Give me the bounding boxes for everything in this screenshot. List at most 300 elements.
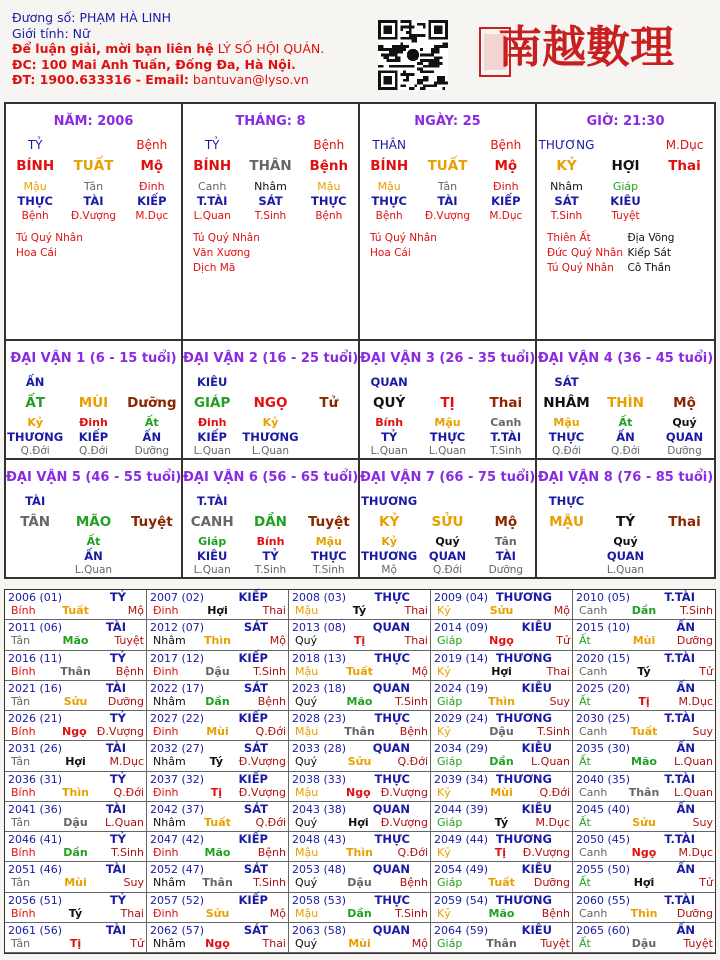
year-cell[interactable] (573, 832, 715, 862)
year-cell[interactable] (5, 651, 147, 681)
year-star: KIẾP (238, 650, 268, 665)
year-stem: Mậu (295, 664, 319, 678)
year-cell[interactable] (431, 741, 573, 771)
dai-van-value (655, 535, 714, 548)
dai-van-value: THỰC (548, 430, 585, 444)
year-cell[interactable] (573, 651, 715, 681)
year-pillar (291, 604, 428, 617)
pillar-stars (193, 231, 352, 276)
year-cell[interactable] (573, 923, 715, 953)
year-star: SÁT (243, 922, 268, 937)
year-cell[interactable] (5, 620, 147, 650)
year-pillar (433, 816, 570, 829)
dai-van-value: THỰC (548, 494, 585, 508)
header-info (12, 10, 372, 88)
year-cell[interactable] (573, 893, 715, 923)
year-label: 2045 (40) (576, 802, 631, 816)
year-cell[interactable] (431, 651, 573, 681)
pillar-line (537, 180, 714, 193)
year-cell[interactable] (431, 620, 573, 650)
year-label: 2017 (12) (150, 651, 205, 665)
pillar-value (655, 210, 714, 222)
qr-code[interactable] (378, 20, 448, 90)
year-cell[interactable] (573, 802, 715, 832)
year-cell[interactable] (147, 893, 289, 923)
dai-van-title: ĐẠI VẬN 8 (76 - 85 tuổi) (537, 470, 714, 485)
pillar-line (6, 180, 181, 193)
year-cell[interactable] (573, 741, 715, 771)
year-cell[interactable] (289, 681, 431, 711)
pillar-value: M.Dục (135, 210, 169, 222)
logo-graphic (478, 10, 710, 80)
year-label: 2049 (44) (434, 833, 489, 846)
dai-van-value: Q.Đới (610, 445, 641, 457)
year-phase: Bệnh (399, 725, 428, 738)
year-cell[interactable] (289, 802, 431, 832)
year-cell[interactable] (289, 923, 431, 953)
year-cell[interactable] (573, 620, 715, 650)
year-cell[interactable] (289, 711, 431, 741)
star-name: Cô Thần (627, 262, 671, 274)
year-star: THỰC (374, 711, 410, 725)
year-branch: Ngọ (205, 936, 230, 950)
header-label: Để luận giải, mời bạn liên hệ (12, 41, 214, 56)
year-cell[interactable] (5, 832, 147, 862)
year-star: SÁT (243, 862, 268, 877)
dai-van-value: Dưỡng (127, 395, 177, 411)
dai-van-value: TÝ (616, 514, 635, 530)
dai-van-row-1 (4, 341, 716, 460)
year-star: SÁT (243, 620, 268, 635)
year-cell[interactable] (573, 681, 715, 711)
year-pillar (433, 786, 570, 799)
pillar-value: Tân (437, 180, 458, 193)
year-cell[interactable] (289, 590, 431, 620)
dai-van-cell[interactable] (537, 341, 714, 458)
dai-van-title: ĐẠI VẬN 2 (16 - 25 tuổi) (183, 351, 359, 366)
dai-van-line (360, 549, 535, 563)
dai-van-title: ĐẠI VẬN 3 (26 - 35 tuổi) (360, 351, 536, 366)
year-star: QUAN (372, 741, 410, 756)
pillar-cell (183, 104, 360, 339)
year-pillar (7, 665, 144, 678)
year-label: 2044 (39) (434, 802, 489, 816)
year-cell[interactable] (289, 893, 431, 923)
year-label: 2024 (19) (434, 681, 489, 695)
year-label: 2042 (37) (150, 802, 205, 816)
year-pillar (433, 695, 570, 708)
dai-van-value: QUAN (428, 549, 467, 563)
dai-van-cell[interactable] (183, 341, 360, 458)
year-star: THƯƠNG (495, 590, 552, 604)
year-stem: Bính (11, 846, 36, 859)
star-name (96, 246, 176, 261)
year-label: 2008 (03) (292, 591, 347, 604)
pillar-value: Bệnh (490, 138, 522, 152)
dai-van-line (6, 494, 181, 508)
year-cell[interactable] (147, 651, 289, 681)
pillar-value: Bệnh (313, 138, 345, 152)
dai-van-value: ẤN (25, 375, 45, 389)
year-phase: Bệnh (541, 906, 570, 920)
year-phase: Bệnh (257, 694, 286, 708)
pillar-value: HỢI (611, 158, 640, 174)
year-cell[interactable] (147, 711, 289, 741)
year-label: 2036 (31) (8, 772, 63, 786)
year-branch: Dậu (205, 664, 230, 678)
dai-van-value: KIẾP (78, 430, 109, 444)
year-stem: Kỷ (437, 906, 451, 920)
year-star: KIÊU (521, 680, 552, 695)
year-star: TÀI (105, 922, 126, 937)
year-phase: Thai (120, 906, 144, 920)
pillar-value: THÂN (249, 158, 292, 174)
year-phase: Q.Đới (255, 725, 286, 738)
year-cell[interactable] (5, 923, 147, 953)
dai-van-value: Kỷ (262, 416, 279, 429)
dai-van-value (477, 375, 535, 389)
year-stem: Ất (579, 694, 591, 708)
pillar-value: BÍNH (193, 158, 232, 174)
year-branch: Hợi (491, 664, 512, 678)
pillar-cell (537, 104, 714, 339)
pillar-value: Mậu (317, 180, 341, 193)
year-cell[interactable] (147, 802, 289, 832)
year-stem: Kỷ (437, 785, 451, 799)
year-pillar (575, 846, 713, 859)
year-stem: Mậu (295, 604, 319, 617)
year-phase: Tuyệt (114, 634, 144, 648)
pillar-value: Bệnh (309, 158, 349, 174)
year-star: ẤN (676, 680, 695, 695)
year-phase: Đ.Vượng (96, 725, 144, 738)
year-branch: Tuất (204, 815, 231, 829)
year-branch: Ngọ (631, 846, 657, 859)
dai-van-value (537, 564, 596, 576)
year-branch: Ngọ (62, 725, 87, 738)
year-cell[interactable] (5, 802, 147, 832)
year-stem: Ất (579, 876, 591, 890)
year-label: 2056 (51) (8, 893, 63, 907)
logo (478, 10, 710, 80)
dai-van-cell[interactable] (360, 460, 537, 577)
pillar-value: THÂN (372, 138, 406, 152)
year-star: QUAN (372, 620, 410, 635)
year-phase: Tuyệt (540, 936, 570, 950)
dai-van-line (360, 430, 535, 444)
dai-van-line (183, 416, 358, 429)
pillar-line (360, 138, 535, 152)
dai-van-line (537, 445, 714, 457)
dai-van-line (6, 549, 181, 563)
year-label: 2015 (10) (576, 621, 631, 635)
pillar-line (183, 210, 358, 222)
dai-van-line (6, 514, 181, 530)
year-label: 2007 (02) (150, 591, 205, 604)
year-pillar (149, 907, 286, 920)
year-label: 2059 (54) (434, 893, 489, 907)
dai-van-value: Mộ (381, 564, 397, 576)
year-cell[interactable] (573, 862, 715, 892)
star-name: Địa Võng (627, 232, 675, 244)
pillar-value: THƯƠNG (538, 138, 595, 152)
pillar-line (6, 194, 181, 208)
year-cell[interactable] (431, 772, 573, 802)
year-cell[interactable] (573, 711, 715, 741)
year-pillar (575, 665, 713, 678)
year-stem: Bính (11, 725, 36, 738)
dai-van-value: ẤN (142, 430, 162, 444)
dai-van-value: QUAN (665, 430, 704, 444)
pillar-stars (370, 231, 529, 261)
star-name: Tú Quý Nhân (547, 262, 614, 274)
year-label: 2023 (18) (292, 681, 347, 695)
year-pillar (575, 725, 713, 738)
star-name: Tú Quý Nhân (370, 232, 437, 244)
year-star: KIÊU (521, 620, 552, 635)
year-cell[interactable] (289, 832, 431, 862)
year-star: ẤN (676, 620, 695, 635)
year-pillar (575, 876, 713, 889)
pillar-value: Canh (197, 180, 227, 193)
year-phase: Q.Đới (397, 846, 428, 859)
year-cell[interactable] (431, 681, 573, 711)
dai-van-line (360, 514, 535, 530)
year-cell[interactable] (431, 711, 573, 741)
year-label: 2065 (60) (576, 923, 631, 937)
year-star: THỰC (374, 892, 410, 907)
dai-van-cell[interactable] (537, 460, 714, 577)
year-stem: Mậu (295, 785, 319, 799)
dai-van-value: KIÊU (196, 375, 228, 389)
year-star: TỶ (109, 832, 126, 846)
dai-van-value: NHÂM (543, 395, 590, 411)
year-star: QUAN (372, 862, 410, 877)
pillar-title: NGÀY: 25 (414, 114, 481, 129)
year-pillar (433, 907, 570, 920)
year-cell[interactable] (289, 772, 431, 802)
year-cell[interactable] (573, 772, 715, 802)
year-branch: Thân (60, 664, 91, 678)
dai-van-line (183, 445, 358, 457)
year-stem: Canh (579, 846, 608, 859)
year-label: 2035 (30) (576, 742, 631, 756)
pillar-value: Bệnh (21, 210, 49, 222)
year-pillar (291, 846, 428, 859)
year-branch: Dần (347, 906, 372, 920)
dai-van-value (655, 375, 714, 389)
pillar-value: BÍNH (370, 158, 409, 174)
year-phase: Suy (123, 876, 144, 890)
dai-van-value: KIẾP (197, 430, 227, 444)
year-star: KIÊU (521, 741, 552, 756)
dai-van-value: Mộ (494, 514, 518, 530)
year-branch: Dậu (489, 725, 514, 738)
year-label: 2046 (41) (8, 833, 63, 846)
year-star: KIÊU (521, 922, 552, 937)
header-line (12, 41, 372, 57)
year-cell[interactable] (147, 772, 289, 802)
dai-van-value (418, 375, 476, 389)
dai-van-value (418, 494, 476, 508)
year-stem: Bính (11, 604, 36, 617)
year-star: SÁT (243, 801, 268, 816)
year-cell[interactable] (431, 893, 573, 923)
year-stem: Nhâm (153, 876, 186, 890)
year-cell[interactable] (573, 590, 715, 620)
year-pillar (149, 786, 286, 799)
header-label: Đương số: (12, 10, 76, 25)
pillar-value: T.TÀI (196, 194, 228, 208)
year-cell[interactable] (147, 741, 289, 771)
year-branch: Ngọ (489, 634, 514, 648)
year-cell[interactable] (5, 772, 147, 802)
year-label: 2025 (20) (576, 681, 631, 695)
year-phase: L.Quan (674, 755, 713, 769)
year-cell[interactable] (289, 741, 431, 771)
pillar-line (6, 210, 181, 222)
year-label: 2029 (24) (434, 712, 489, 725)
dai-van-value: ẤN (84, 549, 103, 563)
year-cell[interactable] (431, 802, 573, 832)
year-star: KIẾP (238, 590, 268, 604)
year-branch: Thân (202, 876, 233, 890)
year-cell[interactable] (147, 681, 289, 711)
year-cell[interactable] (431, 590, 573, 620)
dai-van-value (300, 445, 358, 457)
year-branch: Thìn (346, 846, 373, 859)
year-pillar (7, 695, 144, 708)
dai-van-line (360, 494, 535, 508)
year-star: TÀI (105, 741, 126, 756)
year-branch: Mùi (490, 785, 513, 799)
year-star: THƯƠNG (495, 711, 552, 725)
year-stem: Tân (11, 634, 31, 648)
year-stem: Quý (295, 936, 318, 950)
dai-van-line (6, 535, 181, 548)
star-name (450, 246, 530, 261)
year-cell[interactable] (5, 590, 147, 620)
year-phase: M.Dục (535, 815, 570, 829)
year-phase: Tuyệt (683, 936, 713, 950)
year-cell[interactable] (5, 741, 147, 771)
year-cell[interactable] (289, 620, 431, 650)
year-stem: Canh (579, 664, 608, 678)
year-pillar (149, 725, 286, 738)
dai-van-title: ĐẠI VẬN 1 (6 - 15 tuổi) (10, 351, 177, 366)
dai-van-value (655, 494, 714, 508)
year-branch: Tuất (488, 876, 515, 890)
header-label: ĐT: 1900.633316 - Email: (12, 72, 189, 87)
year-star: QUAN (372, 680, 410, 695)
year-stem: Nhâm (153, 694, 186, 708)
year-cell[interactable] (431, 832, 573, 862)
year-star: TỶ (109, 771, 126, 786)
year-cell[interactable] (147, 862, 289, 892)
pillar-line (360, 158, 535, 174)
year-branch: Mùi (64, 876, 87, 890)
dai-van-value: THỰC (429, 430, 466, 444)
year-cell[interactable] (5, 893, 147, 923)
year-branch: Tý (68, 906, 83, 920)
year-cell[interactable] (289, 862, 431, 892)
dai-van-cell[interactable] (360, 341, 537, 458)
year-cell[interactable] (5, 862, 147, 892)
year-star: KIẾP (238, 832, 268, 846)
dai-van-value: DẦN (254, 514, 287, 530)
year-pillar (433, 725, 570, 738)
dai-van-title: ĐẠI VẬN 5 (46 - 55 tuổi) (6, 470, 182, 485)
year-cell[interactable] (147, 620, 289, 650)
dai-van-value: Bính (256, 535, 285, 548)
dai-van-cell[interactable] (183, 460, 360, 577)
year-cell[interactable] (147, 590, 289, 620)
dai-van-value (655, 564, 714, 576)
year-stem: Ất (579, 634, 591, 648)
dai-van-value: Bính (375, 416, 404, 429)
year-stem: Ất (579, 936, 591, 950)
dai-van-value: SÁT (554, 375, 579, 389)
year-star: THƯƠNG (495, 650, 552, 665)
year-stem: Giáp (437, 936, 463, 950)
year-stem: Nhâm (153, 755, 186, 769)
dai-van-value: TỊ (440, 395, 455, 411)
year-pillar (291, 876, 428, 889)
year-stem: Canh (579, 604, 608, 617)
dai-van-value: CANH (190, 514, 234, 530)
pillar-value: KIẾP (137, 194, 167, 208)
year-phase: T.Sinh (111, 846, 144, 859)
dai-van-value: Ất (144, 416, 159, 429)
pillar-value (64, 138, 122, 152)
year-pillar (7, 604, 144, 617)
year-cell[interactable] (5, 711, 147, 741)
year-cell[interactable] (5, 681, 147, 711)
dai-van-line (6, 564, 181, 576)
year-pillar (433, 937, 570, 950)
year-star: TỶ (109, 892, 126, 907)
pillar-value: TUẤT (73, 158, 114, 174)
pillar-title: GIỜ: 21:30 (586, 114, 665, 129)
year-phase: Tử (130, 936, 144, 950)
year-star: SÁT (243, 680, 268, 695)
dai-van-title: ĐẠI VẬN 6 (56 - 65 tuổi) (183, 470, 359, 485)
year-branch: Mùi (632, 634, 656, 648)
year-cell[interactable] (147, 832, 289, 862)
year-cell[interactable] (147, 923, 289, 953)
year-pillar (7, 755, 144, 768)
year-star: TÀI (105, 801, 126, 816)
dai-van-cell[interactable] (6, 341, 183, 458)
dai-van-cell[interactable] (6, 460, 183, 577)
pillar-value: TỶ (27, 138, 43, 152)
pillar-line (360, 194, 535, 208)
year-stem: Giáp (437, 815, 463, 829)
dai-van-title: ĐẠI VẬN 4 (36 - 45 tuổi) (537, 351, 714, 366)
dai-van-value: Mậu (434, 416, 461, 429)
year-cell[interactable] (431, 862, 573, 892)
year-cell[interactable] (431, 923, 573, 953)
year-stem: Quý (295, 694, 318, 708)
dai-van-row-2 (4, 460, 716, 579)
pillar-value (655, 180, 714, 193)
year-label: 2012 (07) (150, 621, 205, 635)
star-name: Hoa Cái (16, 247, 57, 259)
year-cell[interactable] (289, 651, 431, 681)
dai-van-value: MÃO (75, 514, 112, 530)
year-label: 2038 (33) (292, 772, 347, 786)
dai-van-value: Kỷ (381, 535, 398, 548)
